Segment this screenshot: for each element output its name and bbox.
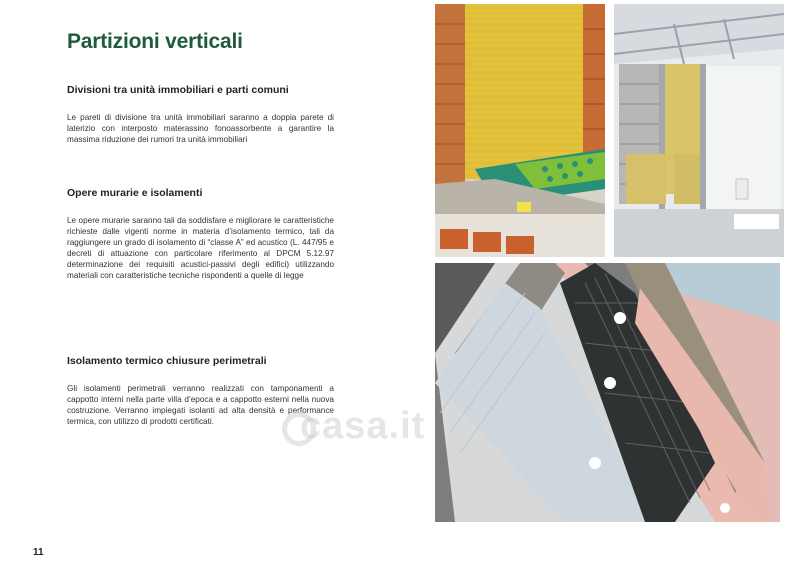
page-number: 11 <box>33 547 44 558</box>
section-body-opere-murarie: Le opere murarie saranno tali da soddisfare e migliorare le caratteristiche richieste dalle vigenti norme in materia d’isolamento termico, tali da raggiungere un grado di isolamento di “classe A” ed acustico (L. 447/95 e decreti di attuazione con particolare riferimento al DPCM 5.12.97 determinazione dei requisiti acustici-passivi degli edifici) utilizzando materiali con caratteristiche tecniche rispondenti a quelle di legge <box>67 216 334 280</box>
photo-drywall-frame <box>614 4 784 257</box>
section-body-divisioni: Le pareti di divisione tra unità immobiliari saranno a doppia parete di laterizio con interposto materassino fonoassorbente a garantire la massima riduzione dei rumori tra unità immobiliari <box>67 113 334 144</box>
photo-external-thermal-coat <box>435 263 780 522</box>
watermark-text: casa.it <box>300 405 426 447</box>
section-heading-isolamento: Isolamento termico chiusure perimetrali <box>67 355 267 367</box>
drywall-frame-illustration <box>614 4 784 257</box>
section-heading-divisioni: Divisioni tra unità immobiliari e parti comuni <box>67 84 289 96</box>
section-body-isolamento: Gli isolamenti perimetrali verranno realizzati con tamponamenti a cappotto interni nella parte villa d’epoca e a cappotto esterni nella nuova costruzione. Verranno impiegati isolanti ad alta densità e performance termica, con utilizzo di prodotti certificati. <box>67 384 334 426</box>
page-title: Partizioni verticali <box>67 30 243 53</box>
thermal-coat-illustration <box>435 263 780 522</box>
photo-wall-insulation-layers <box>435 4 605 257</box>
section-heading-opere-murarie: Opere murarie e isolamenti <box>67 187 203 199</box>
wall-insulation-illustration <box>435 4 605 257</box>
